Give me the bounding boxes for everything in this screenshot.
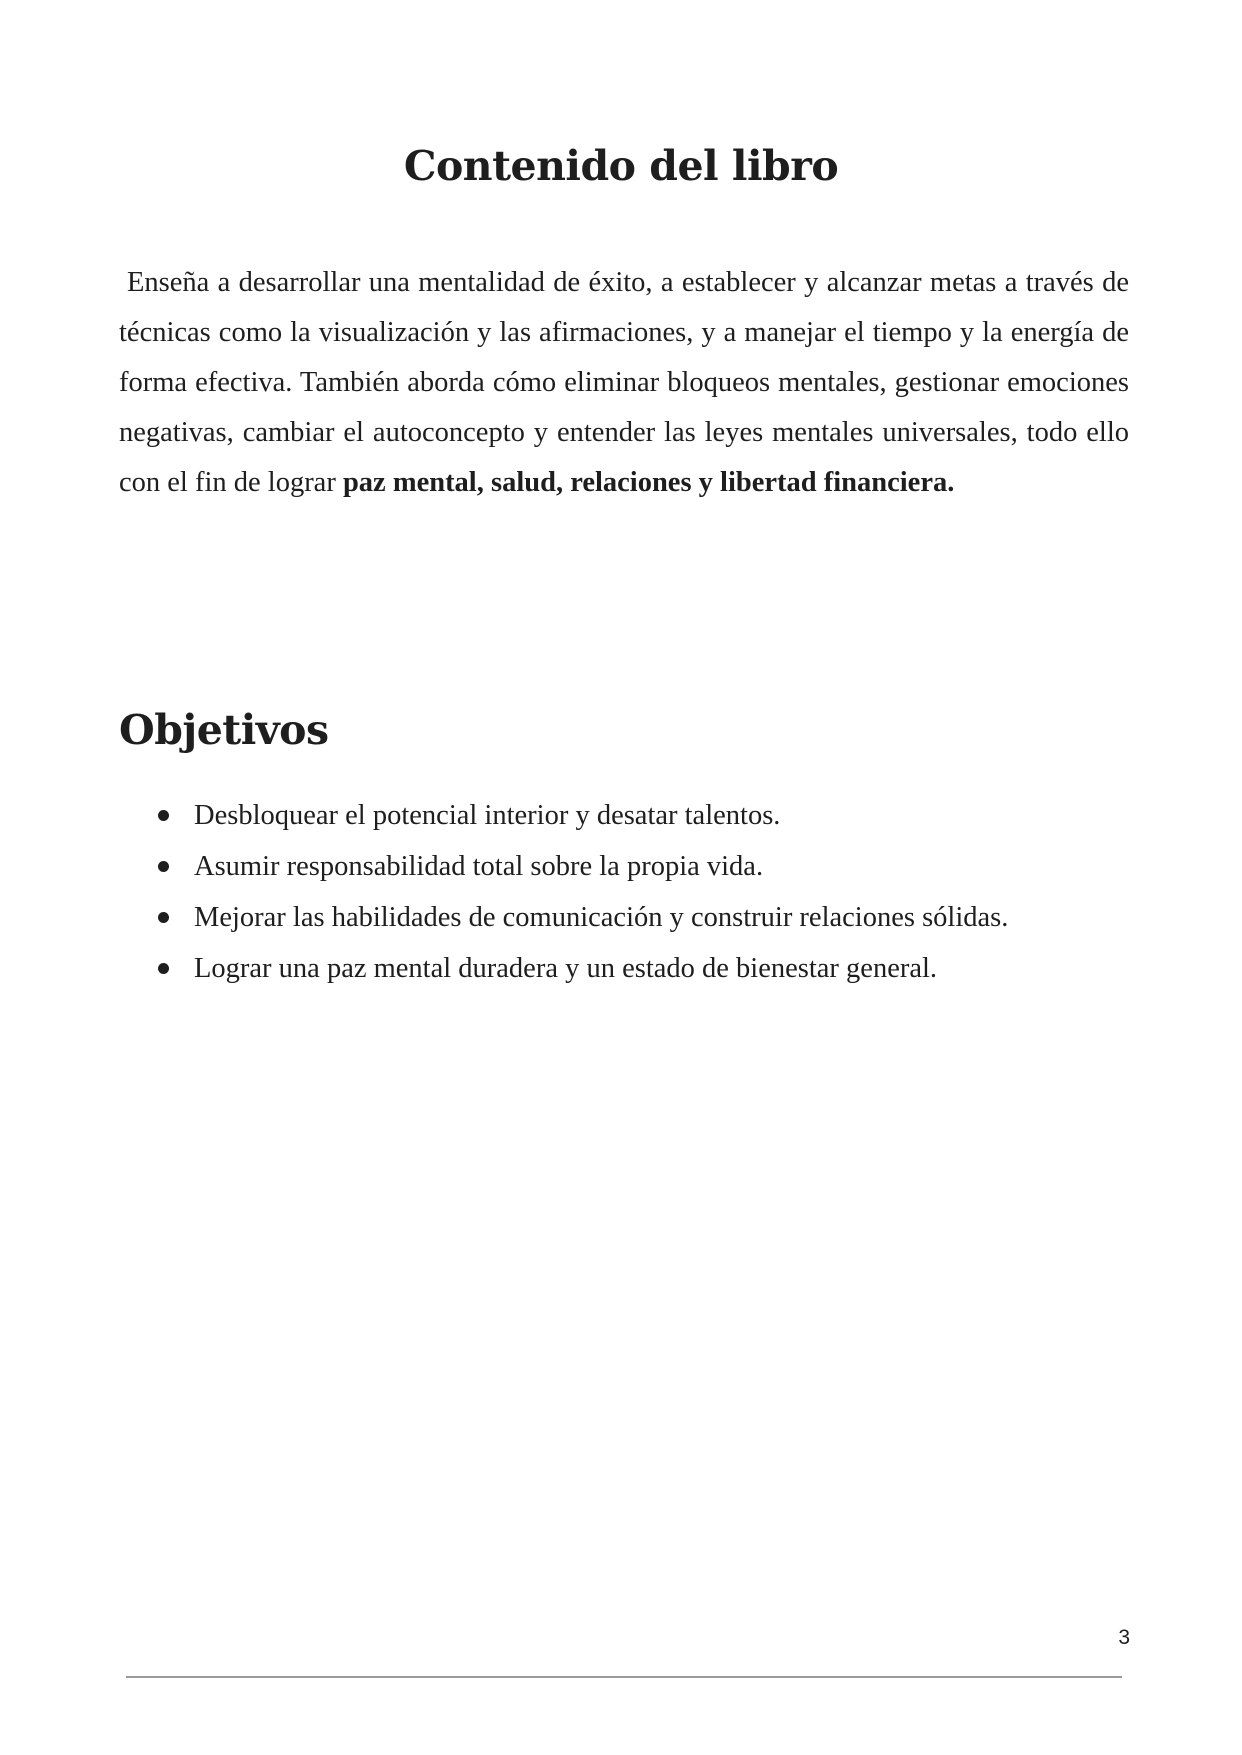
bullet-icon [158, 963, 169, 974]
footer-divider [126, 1676, 1122, 1678]
objective-text: Lograr una paz mental duradera y un estado de bienestar general. [194, 953, 938, 984]
objective-item [156, 841, 1008, 892]
objective-item [156, 790, 1008, 841]
objective-text: Desbloquear el potencial interior y desatar talentos. [194, 800, 781, 831]
page-number: 3 [1118, 1626, 1130, 1649]
bullet-icon [158, 810, 169, 821]
objective-item [156, 892, 1008, 943]
objectives-list [156, 790, 1008, 994]
objectives-heading: Objetivos [119, 706, 329, 754]
intro-text: Enseña a desarrollar una mentalidad de éxito, a establecer y alcanzar metas a través de técnicas como la visualización y las afirmaciones, y a manejar el tiempo y la energía de forma efectiva. También aborda cómo eliminar bloqueos mentales, gestionar emociones negativas, cambiar el autoconcepto y entender las leyes mentales universales, todo ello con el fin de lograr [119, 267, 1129, 498]
bullet-icon [158, 861, 169, 872]
intro-emphasis: paz mental, salud, relaciones y libertad financiera. [342, 467, 955, 498]
objective-text: Mejorar las habilidades de comunicación y construir relaciones sólidas. [194, 902, 1009, 933]
bullet-icon [158, 912, 169, 923]
intro-paragraph [119, 258, 1129, 508]
objective-text: Asumir responsabilidad total sobre la propia vida. [194, 851, 764, 882]
page-title: Contenido del libro [403, 142, 839, 190]
objective-item [156, 943, 1008, 994]
